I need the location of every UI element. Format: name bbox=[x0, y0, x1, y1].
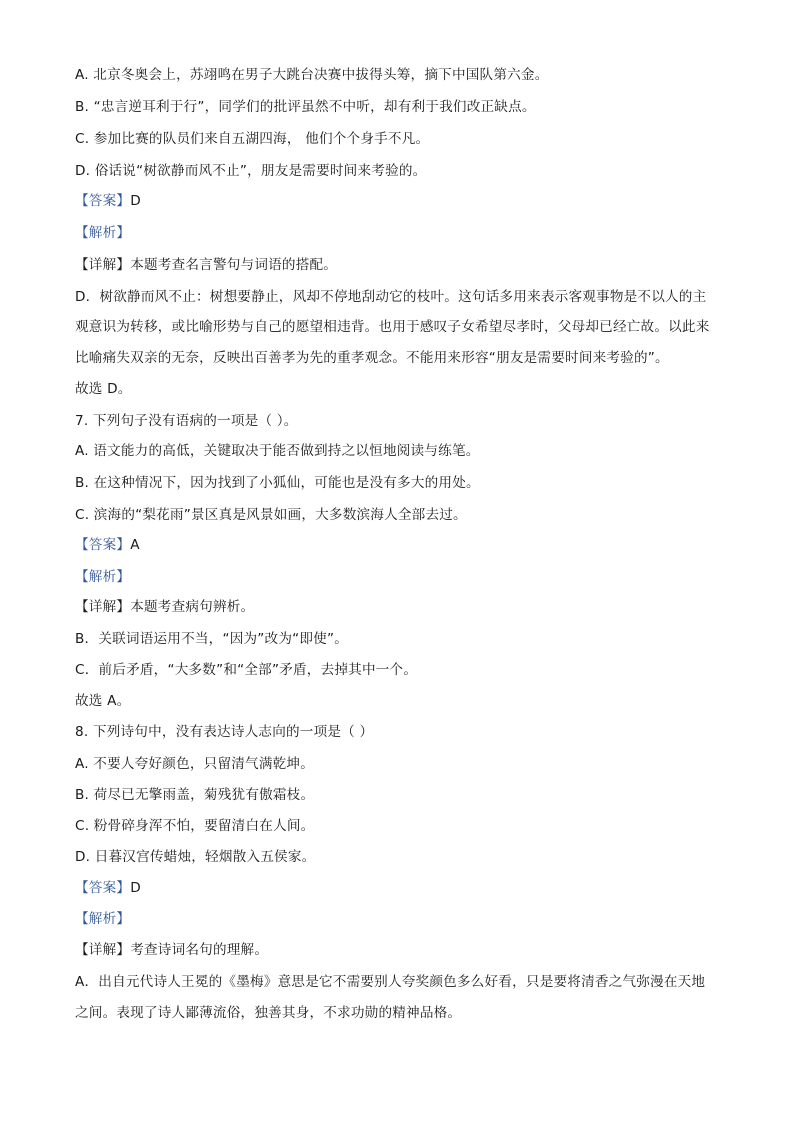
answer-tag: 【答案】 bbox=[75, 537, 131, 553]
q8-analysis-tag bbox=[75, 910, 130, 928]
q6-analysis-tag bbox=[75, 224, 130, 242]
answer-value: A bbox=[130, 537, 140, 553]
analysis-tag: 【解析】 bbox=[75, 911, 131, 927]
q6-option-d: D. 俗话说“树欲静而风不止”，朋友是需要时间来考验的。 bbox=[75, 163, 427, 179]
answer-value: D bbox=[130, 880, 141, 896]
q7-explain-line: C．前后矛盾，“大多数”和“全部”矛盾，去掉其中一个。 bbox=[75, 662, 418, 678]
q7-analysis-tag bbox=[75, 568, 130, 586]
q6-answer bbox=[75, 192, 141, 210]
q7-stem: 7. 下列句子没有语病的一项是（ ）。 bbox=[75, 413, 298, 429]
q8-explain-line: 之间。表现了诗人鄙薄流俗，独善其身，不求功勋的精神品格。 bbox=[75, 1005, 462, 1021]
q8-detail bbox=[75, 941, 268, 959]
q6-option-a: A. 北京冬奥会上，苏翊鸣在男子大跳台决赛中拔得头筹，摘下中国队第六金。 bbox=[75, 67, 549, 83]
answer-tag: 【答案】 bbox=[75, 193, 131, 209]
q6-detail bbox=[75, 256, 337, 274]
detail-tag: 【详解】 bbox=[75, 942, 131, 958]
q8-explain-line: A．出自元代诗人王冕的《墨梅》意思是它不需要别人夸奖颜色多么好看，只是要将清香之气弥漫在天地 bbox=[75, 974, 706, 990]
q7-explain-line: B．关联词语运用不当，“因为”改为“即使”。 bbox=[75, 631, 348, 647]
detail-tag: 【详解】 bbox=[75, 599, 131, 615]
answer-value: D bbox=[130, 193, 141, 209]
q6-option-b: B. “忠言逆耳利于行”，同学们的批评虽然不中听，却有利于我们改正缺点。 bbox=[75, 99, 536, 115]
q6-option-c: C. 参加比赛的队员们来自五湖四海， 他们个个身手不凡。 bbox=[75, 131, 430, 147]
q8-option-d: D. 日暮汉宫传蜡烛，轻烟散入五侯家。 bbox=[75, 849, 316, 865]
q6-explain-line: D．树欲静而风不止：树想要静止，风却不停地刮动它的枝叶。这句话多用来表示客观事物是不以人的主 bbox=[75, 289, 707, 305]
q8-stem: 8. 下列诗句中，没有表达诗人志向的一项是（ ） bbox=[75, 724, 374, 740]
q8-option-a: A. 不要人夸好颜色，只留清气满乾坤。 bbox=[75, 756, 315, 772]
q7-detail bbox=[75, 598, 254, 616]
q7-option-a: A. 语文能力的高低，关键取决于能否做到持之以恒地阅读与练笔。 bbox=[75, 443, 480, 459]
q7-answer bbox=[75, 536, 140, 554]
q6-explain-line: 观意识为转移，或比喻形势与自己的愿望相违背。也用于感叹子女希望尽孝时，父母却已经亡故。以此来 bbox=[75, 319, 710, 335]
q8-option-c: C. 粉骨碎身浑不怕，要留清白在人间。 bbox=[75, 818, 315, 834]
q7-option-b: B. 在这种情况下，因为找到了小狐仙，可能也是没有多大的用处。 bbox=[75, 475, 480, 491]
detail-tag: 【详解】 bbox=[75, 257, 131, 273]
q6-explain-line: 比喻痛失双亲的无奈，反映出百善孝为先的重孝观念。不能用来形容“朋友是需要时间来考验的”。 bbox=[75, 350, 669, 366]
analysis-tag: 【解析】 bbox=[75, 225, 131, 241]
detail-text: 本题考查名言警句与词语的搭配。 bbox=[130, 257, 338, 273]
detail-text: 考查诗词名句的理解。 bbox=[130, 942, 269, 958]
answer-tag: 【答案】 bbox=[75, 880, 131, 896]
detail-text: 本题考查病句辨析。 bbox=[130, 599, 255, 615]
q7-option-c: C. 滨海的“梨花雨”景区真是风景如画，大多数滨海人全部去过。 bbox=[75, 507, 467, 523]
analysis-tag: 【解析】 bbox=[75, 569, 131, 585]
q8-answer bbox=[75, 879, 141, 897]
q6-conclusion: 故选 D。 bbox=[75, 381, 132, 397]
q7-conclusion: 故选 A。 bbox=[75, 693, 131, 709]
q8-option-b: B. 荷尽已无擎雨盖，菊残犹有傲霜枝。 bbox=[75, 787, 315, 803]
